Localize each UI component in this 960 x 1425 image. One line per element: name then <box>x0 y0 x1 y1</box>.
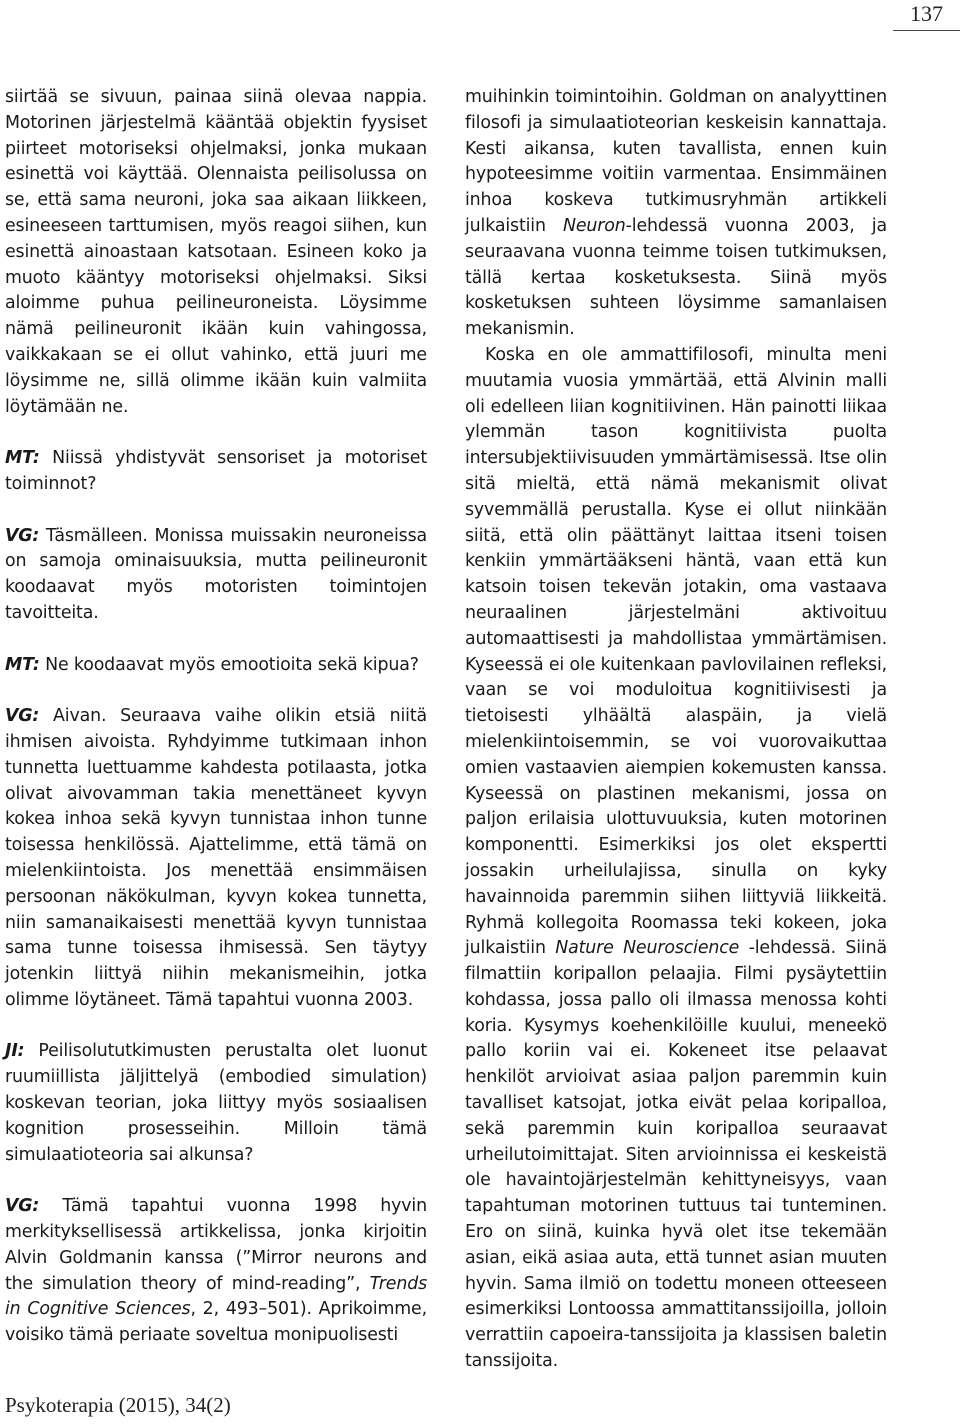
answer-text-end: , 2, 493–501). Aprikoimme, voisiko tämä periaate soveltua monipuolisesti <box>5 1299 427 1346</box>
answer-text: Täsmälleen. Monissa muissakin neuroneissa on samoja ominaisuuksia, mutta peilineuronit koodaavat myös motoristen toimintojen tavoitteita. <box>5 525 427 623</box>
paragraph-text-end: -lehdessä. Siinä filmattiin koripallon pelaajia. Filmi pysäytettiin kohdassa, jossa pallo oli ilmassa menossa kohti koria. Kysymys koehenkilöille kuului, meneekö pallo koriin vai ei. Kokeneet itse pelaavat henkilöt arvioivat asiaa paljon paremmin kuin tavalliset katsojat, jotka eivät pelaa koripalloa, sekä paremmin kuin koripalloa seuraavat urheilutoimittajat. Siten arvioinnissa ei keskeistä ole havaintojärjestelmän kehittyneisyys, vaan tapahtuman motorinen tuttuus tai tunteminen. Ero on siinä, kuinka hyvä olet itse tekemään asian, eikä asiaa auta, että tunnet asian muuten hyvin. Sama ilmiö on todettu moneen otteeseen esimerkiksi Lontoossa ammattitanssijoilla, jolloin verrattiin capoeira-tanssijoita ja klassisen baletin tanssijoita. <box>465 938 887 1372</box>
page-number: 137 <box>910 1 943 26</box>
left-column <box>5 85 427 1349</box>
right-column <box>465 85 887 1375</box>
journal-title: Nature Neuroscience <box>555 938 740 959</box>
question-mt-1 <box>5 446 427 498</box>
speaker-label: VG: <box>5 1196 40 1217</box>
question-ji <box>5 1039 427 1168</box>
answer-text: Aivan. Seuraava vaihe olikin etsiä niitä ihmisen aivoista. Ryhdyimme tutkimaan inhon tunnetta luettuamme kahdesta potilaasta, jotka olivat aivovamman takia menettäneet kyvyn kokea inhoa sekä kyvyn tunnistaa inhon tunne toisessa henkilössä. Ajattelimme, että tämä on mielenkiintoista. Jos menettää ensimmäisen persoonan näkökulman, kyvyn kokea tunnetta, niin samanaikaisesti menettää kyvyn tunnistaa sama tunne toisessa ihmisessä. Sen täytyy jotenkin liittyä niihin mekanismeihin, jotka olimme löytäneet. Tämä tapahtui vuonna 2003. <box>5 706 427 1010</box>
question-text: Peilisolututkimusten perustalta olet luonut ruumiillista jäljittelyä (embodied simulation) koskevan teorian, joka liittyy myös sosiaalisen kognition prosesseihin. Milloin tämä simulaatioteoria sai alkunsa? <box>5 1041 427 1165</box>
answer-vg-2 <box>5 704 427 1014</box>
speaker-label: JI: <box>5 1041 25 1062</box>
speaker-label: MT: <box>5 448 40 469</box>
answer-vg-3 <box>5 1194 427 1349</box>
paragraph-continuation <box>465 85 887 343</box>
paragraph-intro: siirtää se sivuun, painaa siinä olevaa nappia. Motorinen järjestelmä kääntää objektin fyysiset piirteet motoriseksi ohjelmaksi, jonka mukaan esinettä voi käyttää. Olennaista peilisolussa on se, että sama neuroni, joka saa aikaan liikkeen, esineeseen tarttumisen, myös reagoi siihen, kun esinettä ainoastaan katsotaan. Esineen koko ja muoto kääntyy motoriseksi ohjelmaksi. Siksi aloimme puhua peilineuroneista. Löysimme nämä peilineuronit ikään kuin vahingossa, vaikkakaan se ei ollut vahinko, että juuri me löysimme ne, sillä olimme ikään kuin valmiita löytämään ne. <box>5 87 427 417</box>
speaker-label: VG: <box>5 706 40 727</box>
speaker-label: MT: <box>5 654 40 675</box>
paragraph-text-end: -lehdessä vuonna 2003, ja seuraavana vuonna teimme toisen tutkimuksen, tällä kertaa kosketuksesta. Siinä myös kosketuksen suhteen löysimme samanlaisen mekanismin. <box>465 215 887 340</box>
question-mt-2 <box>5 653 427 679</box>
journal-title: Neuron <box>562 215 626 236</box>
answer-vg-1 <box>5 524 427 627</box>
question-text: Niissä yhdistyvät sensoriset ja motoriset toiminnot? <box>5 448 427 494</box>
paragraph-main <box>465 343 887 1375</box>
speaker-label: VG: <box>5 525 40 546</box>
journal-title: Trends in Cognitive Sciences <box>5 1273 427 1320</box>
paragraph-text: Koska en ole ammattifilosofi, minulta meni muutamia vuosia ymmärtää, että Alvinin malli oli edelleen liian kognitiivinen. Hän painotti liikaa ylemmän tason kognitiivista puolta intersubjektiivisuuden ymmärtämisessä. Itse olin sitä mieltä, että nämä mekanismit olivat syvemmällä perustalla. Kyse ei ollut niinkään siitä, että olin päättänyt laittaa itseni toisen kenkiin ymmärtääkseni häntä, vaan että kun katsoin toisen tekevän jotakin, oma vastaava neuraalinen järjestelmäni aktivoituu automaattisesti ja mahdollistaa ymmärtämisen. Kyseessä ei ole kuitenkaan pavlovilainen refleksi, vaan se voi moduloitua kognitiivisesti ja tietoisesti ylhäältä alaspäin, ja vielä mielenkiintoisemmin, se voi vuorovaikuttaa omien vastaavien aiempien kokemusten kanssa. Kyseessä on plastinen mekanismi, jossa on paljon erilaisia ulottuvuuksia, kuten motorinen komponentti. Esimerkiksi jos olet ekspertti jossakin urheilulajissa, sinulla on kyky havainnoida paremmin siihen liittyviä liikkeitä. Ryhmä kollegoita Roomassa teki kokeen, joka julkaistiin <box>465 344 887 959</box>
paragraph-text: muihinkin toimintoihin. Goldman on analyyttinen filosofi ja simulaatioteorian keskeisin kannattaja. Kesti aikansa, kuten tavallista, ennen kuin hypoteesimme voitiin varmentaa. Ensimmäinen inhoa koskeva tutkimusryhmän artikkeli julkaistiin <box>465 87 887 236</box>
page-number-rule <box>893 30 960 31</box>
answer-text: Tämä tapahtui vuonna 1998 hyvin merkityksellisessä artikkelissa, jonka kirjoitin Alvin Goldmanin kanssa (”Mirror neurons and the simulation theory of mind-reading”, <box>5 1196 427 1294</box>
question-text: Ne koodaavat myös emootioita sekä kipua? <box>39 654 419 675</box>
journal-footer: Psykoterapia (2015), 34(2) <box>5 1393 231 1417</box>
